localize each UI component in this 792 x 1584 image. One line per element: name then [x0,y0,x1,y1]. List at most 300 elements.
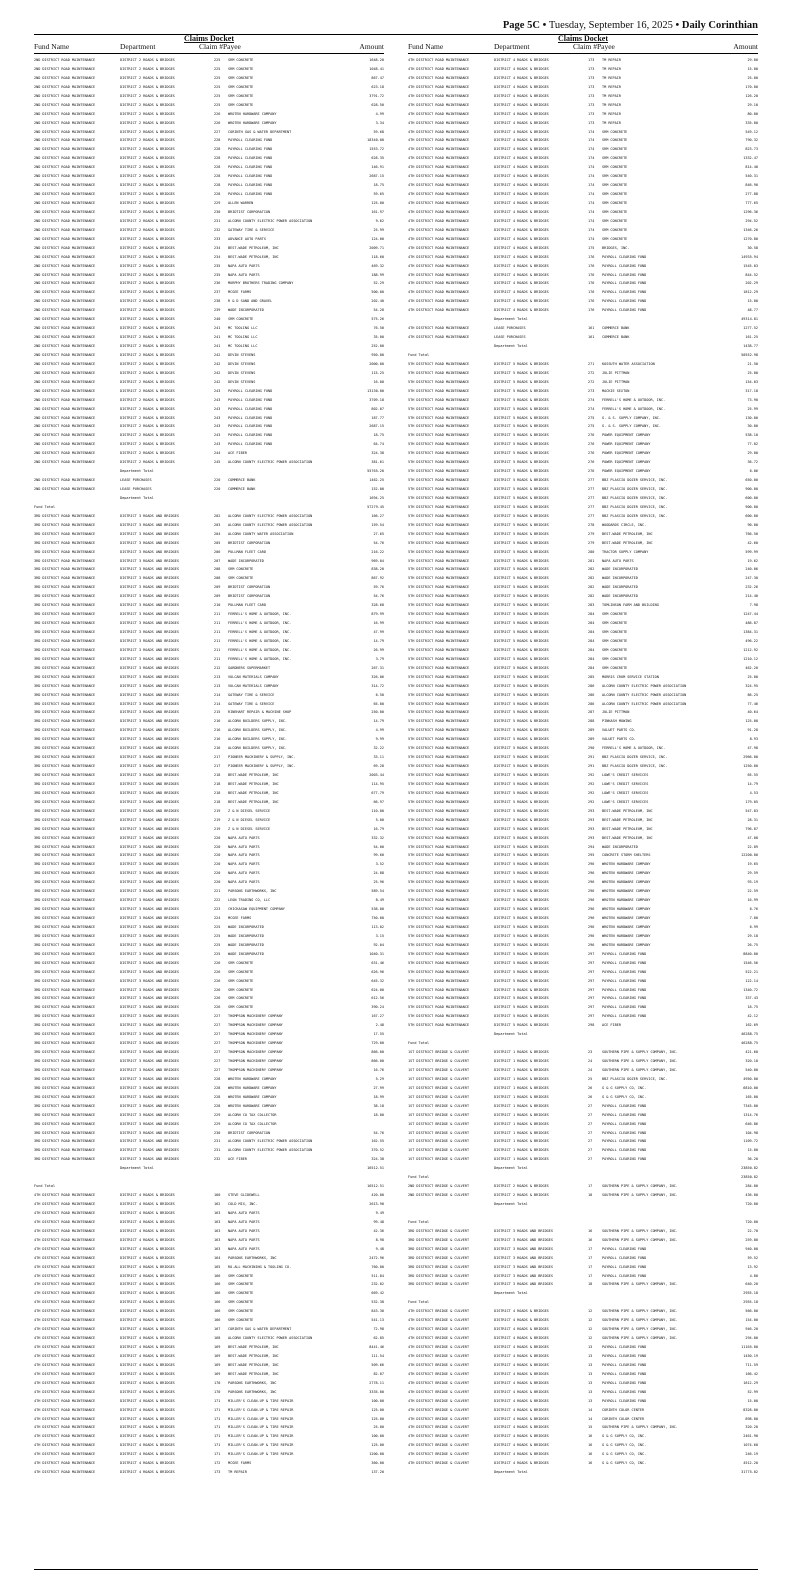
amount: 802.07 [371,406,384,411]
claim-row [34,691,384,700]
claim-number: 27 [588,1121,593,1126]
payee: THOMPSON MACHINERY COMPANY [228,1032,283,1037]
claim-number: 13 [588,1353,593,1358]
claim-row [34,530,384,539]
department: DISTRICT 5 ROADS & BRIDGES [494,442,549,447]
claim-number: 276 [588,433,595,438]
department: DISTRICT 2 ROADS & BRIDGES [120,102,175,107]
department-total-amount: 16512.51 [367,1166,384,1171]
department: DISTRICT 3 ROADS AND BRIDGES [120,781,180,786]
claim-number: 284 [588,630,595,634]
claim-number: 17 [588,1184,593,1189]
department: DISTRICT 2 ROADS & BRIDGES [120,165,175,170]
amount: 469.32 [371,263,384,268]
department: DISTRICT 2 ROADS & BRIDGES [120,227,175,232]
payee: BEST-WADE PETROLEUM, INC [602,817,653,822]
amount: 532.38 [371,1300,384,1305]
department-total-row [408,1468,758,1477]
payee: NAPA AUTO PARTS [228,1237,260,1242]
department: DISTRICT 2 ROADS & BRIDGES [120,120,175,125]
amount: 626.96 [371,969,384,974]
fund-name: 5TH DISTRICT ROAD MAINTENANCE [408,701,470,706]
payee: THOMPSON MACHINERY COMPANY [228,1050,283,1055]
payee: LEON TRADING CO, LLC [228,898,271,903]
department: DISTRICT 2 ROADS & BRIDGES [120,129,175,134]
claim-row [34,1334,384,1343]
department: DISTRICT 5 ROADS & BRIDGES [494,451,549,456]
amount: 677.79 [371,790,384,795]
claim-row [34,208,384,217]
claim-row [34,1218,384,1227]
claim-number: 14 [588,1416,593,1421]
payee: THOMPSON MACHINERY COMPANY [228,1041,283,1046]
fund-total-row [408,1173,758,1182]
claim-number: 209 [214,594,221,599]
claim-row [34,1155,384,1164]
header-fund-name: Fund Name [34,42,70,51]
claim-row [408,762,758,771]
payee: JULIE PITTMAN [602,379,630,384]
amount: 8.49 [375,898,384,903]
fund-name: 4TH DISTRICT ROAD MAINTENANCE [34,1237,96,1242]
department: DISTRICT 5 ROADS & BRIDGES [494,603,549,608]
fund-name: 5TH DISTRICT ROAD MAINTENANCE [408,889,470,894]
column-header [34,42,384,52]
fund-name: 2ND DISTRICT ROAD MAINTENANCE [34,192,96,197]
claim-number: 172 [214,1461,221,1466]
claim-row [408,145,758,154]
fund-name: 4TH DISTRICT BRIDGE & CULVERT [408,1416,470,1421]
claim-number: 231 [214,1139,221,1144]
payee: BEST-WADE PETROLEUM, INC [228,245,279,250]
payee: WROTEN HARDWARE COMPANY [228,1085,277,1090]
amount: 7.00 [749,916,758,920]
claim-number: 290 [588,746,595,751]
claim-number: 228 [214,183,221,188]
claim-number: 25 [588,1076,593,1081]
amount: 294.52 [745,218,758,223]
fund-name: 5TH DISTRICT ROAD MAINTENANCE [408,665,470,670]
claim-row [34,887,384,896]
claim-number: 293 [588,835,595,840]
fund-name: 4TH DISTRICT ROAD MAINTENANCE [408,272,470,277]
department: DISTRICT 4 ROADS & BRIDGES [494,192,549,197]
amount: 28.31 [747,817,758,822]
claim-row [34,1254,384,1263]
claim-number: 227 [214,1059,221,1063]
fund-name: 4TH DISTRICT ROAD MAINTENANCE [34,1443,96,1448]
claim-number: 216 [214,728,221,733]
payee: COMMERCE BANK [228,487,256,491]
claim-row [408,655,758,664]
fund-name: 3RD DISTRICT BRIDGE & CULVERT [408,1246,470,1251]
payee: LOWE'S CREDIT SERVICES [602,773,649,777]
claim-row [408,1352,758,1361]
claim-row [408,1307,758,1316]
department-total-row [408,1200,758,1209]
fund-name: 1ST DISTRICT BRIDGE & CULVERT [408,1059,470,1063]
claim-row [408,217,758,226]
claim-number: 228 [214,192,221,197]
department: DISTRICT 4 ROADS & BRIDGES [494,1327,549,1332]
amount: 25.99 [373,227,384,232]
claim-row [408,637,758,646]
fund-name: 2ND DISTRICT ROAD MAINTENANCE [34,156,96,161]
fund-name: 4TH DISTRICT ROAD MAINTENANCE [408,308,470,313]
amount: 126.20 [745,93,758,98]
fund-name: 5TH DISTRICT ROAD MAINTENANCE [408,585,470,590]
department: DISTRICT 3 ROADS AND BRIDGES [120,951,180,956]
department: DISTRICT 2 ROADS & BRIDGES [120,326,175,331]
docket-title: Claims Docket [184,34,234,43]
claim-number: 243 [214,415,221,420]
claim-row [408,860,758,869]
payee: PAYROLL CLEARING FUND [228,415,273,420]
amount: 33.11 [373,755,384,760]
claim-number: 242 [214,352,221,357]
claim-number: 227 [214,1050,221,1055]
department: DISTRICT 3 ROADS AND BRIDGES [120,755,180,760]
fund-name: 4TH DISTRICT ROAD MAINTENANCE [408,183,470,188]
claim-row [34,914,384,923]
claim-number: 170 [214,1380,221,1385]
fund-name: 4TH DISTRICT ROAD MAINTENANCE [408,299,470,304]
payee: TM REPAIR [602,93,621,98]
department: DISTRICT 4 ROADS & BRIDGES [494,308,549,313]
fund-name: 5TH DISTRICT ROAD MAINTENANCE [408,638,470,643]
department: DISTRICT 4 ROADS & BRIDGES [120,1461,175,1466]
amount: 3709.18 [369,397,384,402]
claim-row [408,708,758,717]
fund-name: 2ND DISTRICT ROAD MAINTENANCE [34,415,96,420]
claim-number: 219 [214,826,221,831]
claim-number: 213 [214,683,221,688]
payee: SRM CONCRETE [228,75,254,80]
payee: CONCRETE STORM SHELTERS [602,853,651,858]
claim-number: 26 [588,1085,593,1090]
claim-row [34,834,384,843]
claim-number: 292 [588,799,595,804]
payee: SOUTHERN PIPE & SUPPLY COMPANY, INC. [602,1327,678,1332]
payee: VALUET PARTS CO. [602,737,636,742]
claim-row [34,360,384,369]
department: DISTRICT 2 ROADS & BRIDGES [120,379,175,384]
department: DISTRICT 5 ROADS & BRIDGES [494,853,549,858]
claim-row [408,1236,758,1245]
fund-name: 3RD DISTRICT ROAD MAINTENANCE [34,674,96,679]
department: DISTRICT 4 ROADS & BRIDGES [120,1345,175,1349]
claim-number: 230 [214,209,221,214]
payee: FERRELL'S HOME & OUTDOOR, INC. [602,406,666,411]
payee: PAYROLL CLEARING FUND [602,263,647,268]
claim-number: 286 [588,683,595,688]
amount: 866.00 [371,1059,384,1063]
fund-name: 5TH DISTRICT ROAD MAINTENANCE [408,370,470,375]
fund-name: 5TH DISTRICT ROAD MAINTENANCE [408,817,470,822]
payee: PARSONS EARTHWORKS, INC [228,1255,277,1260]
department: DISTRICT 2 ROADS & BRIDGES [120,263,175,268]
payee: ALCORN COUNTY ELECTRIC POWER ASSOCIATION [228,513,313,518]
department: DISTRICT 3 ROADS AND BRIDGES [120,531,180,536]
fund-name: 3RD DISTRICT ROAD MAINTENANCE [34,1050,96,1055]
claim-row [34,816,384,825]
amount: 940.00 [745,1246,758,1251]
fund-name: 4TH DISTRICT ROAD MAINTENANCE [408,326,470,331]
department: DISTRICT 5 ROADS & BRIDGES [494,996,549,1001]
amount: 898.00 [745,1416,758,1421]
amount: 25.00 [373,1425,384,1430]
claim-number: 220 [214,880,221,885]
fund-name: 4TH DISTRICT ROAD MAINTENANCE [34,1416,96,1421]
department: DISTRICT 4 ROADS & BRIDGES [120,1389,175,1394]
claim-number: 225 [214,66,221,71]
amount: 6.50 [375,692,384,697]
claim-number: 275 [588,424,595,429]
department: DISTRICT 2 ROADS & BRIDGES [120,308,175,313]
department: DISTRICT 3 ROADS AND BRIDGES [120,1076,180,1081]
payee: PIONEER MACHINERY & SUPPLY, INC. [228,764,296,769]
payee: WROTEN HARDWARE COMPANY [602,898,651,903]
fund-name: 4TH DISTRICT ROAD MAINTENANCE [34,1470,96,1475]
claim-number: 14 [588,1407,593,1412]
claim-number: 205 [214,540,221,545]
amount: 540.31 [745,174,758,179]
amount: 777.65 [745,201,758,205]
department: DISTRICT 4 ROADS & BRIDGES [120,1371,175,1376]
amount: 1277.52 [743,326,758,331]
claim-number: 173 [588,66,595,71]
department: DISTRICT 4 ROADS & BRIDGES [494,1461,549,1466]
claim-number: 284 [588,647,595,652]
claim-number: 218 [214,781,221,786]
claim-row [408,557,758,566]
department: DISTRICT 3 ROADS AND BRIDGES [120,683,180,688]
fund-name: 5TH DISTRICT ROAD MAINTENANCE [408,728,470,733]
claim-row [34,324,384,333]
fund-name: 2ND DISTRICT ROAD MAINTENANCE [34,379,96,384]
payee: WADE INCORPORATED [602,594,638,599]
fund-name: 5TH DISTRICT ROAD MAINTENANCE [408,415,470,420]
fund-name: 2ND DISTRICT ROAD MAINTENANCE [34,487,96,491]
amount: 259.80 [745,1237,758,1242]
fund-name: 2ND DISTRICT ROAD MAINTENANCE [34,120,96,125]
claim-number: 171 [214,1443,221,1448]
department: DISTRICT 5 ROADS & BRIDGES [494,576,549,581]
amount: 100.00 [371,1434,384,1439]
amount: 166.42 [745,1371,758,1376]
claim-row [408,449,758,458]
department: DISTRICT 4 ROADS & BRIDGES [494,281,549,286]
department: DISTRICT 5 ROADS & BRIDGES [494,889,549,894]
claim-row [34,1450,384,1459]
claim-number: 225 [214,933,221,938]
claim-row [34,682,384,691]
department: DISTRICT 5 ROADS & BRIDGES [494,728,549,733]
claim-number: 173 [588,93,595,98]
amount: 54.76 [373,1130,384,1135]
fund-name: 5TH DISTRICT ROAD MAINTENANCE [408,513,470,518]
payee: SRM CONCRETE [228,1291,254,1296]
claim-number: 289 [588,737,595,742]
claim-number: 18 [588,1193,593,1198]
fund-name: 3RD DISTRICT ROAD MAINTENANCE [34,951,96,956]
amount: 14.79 [373,638,384,643]
payee: SRM CONCRETE [228,1282,254,1287]
department: DISTRICT 4 ROADS & BRIDGES [494,263,549,268]
amount: 509.66 [371,1362,384,1367]
department: DISTRICT 3 ROADS AND BRIDGES [120,1067,180,1072]
fund-name: 2ND DISTRICT ROAD MAINTENANCE [34,344,96,348]
department-total-label: Department Total [494,344,528,348]
amount: 823.73 [745,147,758,152]
claim-number: 220 [214,844,221,849]
payee: PAYROLL CLEARING FUND [602,290,647,295]
amount: 5.29 [375,1076,384,1081]
department: DISTRICT 4 ROADS & BRIDGES [494,1434,549,1439]
department: DISTRICT 3 ROADS AND BRIDGES [494,1264,554,1269]
fund-name: 3RD DISTRICT ROAD MAINTENANCE [34,835,96,840]
department: DISTRICT 3 ROADS AND BRIDGES [120,549,180,554]
amount: 326.06 [371,674,384,679]
claim-number: 164 [214,1255,221,1260]
claim-row [408,1111,758,1120]
amount: 59.65 [373,192,384,197]
department: DISTRICT 3 ROADS AND BRIDGES [120,853,180,858]
department: DISTRICT 2 ROADS & BRIDGES [120,442,175,447]
payee: BRIDTIST CORPORATION [228,1130,271,1135]
claim-number: 296 [588,924,595,929]
payee: PAYROLL CLEARING FUND [602,281,647,286]
payee: ALCORN COUNTY ELECTRIC POWER ASSOCIATION [602,683,687,688]
payee: SRM CONCRETE [228,66,254,71]
fund-name: 3RD DISTRICT ROAD MAINTENANCE [34,701,96,706]
payee: WROTEN HARDWARE COMPANY [228,120,277,125]
amount: 645.32 [371,978,384,983]
amount: 7.98 [749,603,758,608]
department: DISTRICT 3 ROADS AND BRIDGES [120,987,180,992]
amount: 77.02 [747,442,758,447]
payee: SRM CONCRETE [602,647,628,652]
fund-name: 5TH DISTRICT ROAD MAINTENANCE [408,755,470,760]
payee: PAYROLL CLEARING FUND [602,1157,647,1162]
department: DISTRICT 3 ROADS AND BRIDGES [120,1059,180,1063]
claim-row [408,1450,758,1459]
claim-row [34,333,384,342]
payee: PAYROLL CLEARING FUND [228,406,273,411]
department: DISTRICT 3 ROADS AND BRIDGES [120,701,180,706]
amount: 86.25 [747,692,758,697]
payee: G. & S. SUPPLY COMPANY, INC. [602,415,662,420]
payee: PAYROLL CLEARING FUND [602,1005,647,1010]
payee: NAPA AUTO PARTS [228,844,260,849]
claim-number: 211 [214,656,221,661]
claim-row [34,414,384,423]
claim-number: 13 [588,1380,593,1385]
payee: SRM CONCRETE [602,209,628,214]
claim-number: 166 [214,1282,221,1287]
payee: WADE INCORPORATED [602,567,638,572]
payee: BBZ PLASCIO DOZER SERVICE, INC. [602,487,668,491]
amount: 27.65 [373,531,384,536]
payee: RO-ALL MACHINING & TOOLING CO. [228,1264,292,1269]
amount: 324.95 [745,683,758,688]
claim-number: 227 [214,1041,221,1046]
amount: 30.58 [747,245,758,250]
fund-name: 5TH DISTRICT ROAD MAINTENANCE [408,361,470,366]
claim-number: 277 [588,495,595,500]
payee: Z & N DIESEL SERVICE [228,808,271,813]
claim-row [408,1432,758,1441]
department: DISTRICT 5 ROADS & BRIDGES [494,799,549,804]
amount: 3.79 [375,656,384,661]
payee: JULIE PITTMAN [602,370,630,375]
department: DISTRICT 5 ROADS & BRIDGES [494,469,549,474]
department: DISTRICT 2 ROADS & BRIDGES [120,111,175,116]
claim-number: 220 [214,478,221,483]
payee: WADE INCORPORATED [228,951,264,956]
amount: 246.19 [745,1452,758,1457]
amount: 14.79 [373,719,384,724]
payee: SRM CONCRETE [602,138,628,143]
amount: 40.64 [747,710,758,715]
claim-row [34,163,384,172]
claim-row [408,1388,758,1397]
claim-row [34,986,384,995]
amount: 154.03 [745,379,758,384]
fund-name: 2ND DISTRICT ROAD MAINTENANCE [34,66,96,71]
claim-row [408,592,758,601]
claim-row [408,1146,758,1155]
fund-name: 5TH DISTRICT ROAD MAINTENANCE [408,612,470,617]
fund-total-amount: 50552.98 [741,352,758,357]
claim-number: 297 [588,1005,595,1010]
claim-row [408,458,758,467]
fund-name: 4TH DISTRICT BRIDGE & CULVERT [408,1353,470,1358]
department-total-label: Department Total [120,1166,154,1171]
amount: 122.14 [745,978,758,983]
payee: PAYROLL CLEARING FUND [602,1345,647,1349]
department: DISTRICT 4 ROADS & BRIDGES [494,218,549,223]
claim-row [34,1236,384,1245]
claim-number: 292 [588,790,595,795]
amount: 59.68 [373,129,384,134]
department: DISTRICT 3 ROADS AND BRIDGES [120,942,180,947]
payee: DEVIN STEVENS [228,352,256,357]
fund-name: 4TH DISTRICT BRIDGE & CULVERT [408,1389,470,1394]
fund-name: 5TH DISTRICT ROAD MAINTENANCE [408,996,470,1001]
claim-number: 242 [214,361,221,366]
claim-number: 277 [588,487,595,491]
claim-number: 168 [214,1336,221,1341]
claim-number: 226 [214,996,221,1001]
claim-number: 15 [588,1425,593,1430]
fund-total-row [408,1218,758,1227]
amount: 69.28 [373,764,384,769]
fund-name: 4TH DISTRICT BRIDGE & CULVERT [408,1398,470,1403]
department-total-label: Department Total [494,1032,528,1037]
claim-number: 293 [588,826,595,831]
payee: PAYROLL CLEARING FUND [602,987,647,992]
claim-number: 174 [588,183,595,188]
department: DISTRICT 2 ROADS & BRIDGES [120,272,175,277]
claim-row [34,128,384,137]
payee: PAYROLL CLEARING FUND [602,1139,647,1144]
fund-name: 3RD DISTRICT ROAD MAINTENANCE [34,1094,96,1099]
bullet-separator: • [675,20,680,31]
department: DISTRICT 4 ROADS & BRIDGES [494,129,549,134]
payee: SOUTHERN PIPE & SUPPLY COMPANY, INC. [602,1067,678,1072]
payee: SOUTHERN PIPE & SUPPLY COMPANY, INC. [602,1059,678,1063]
